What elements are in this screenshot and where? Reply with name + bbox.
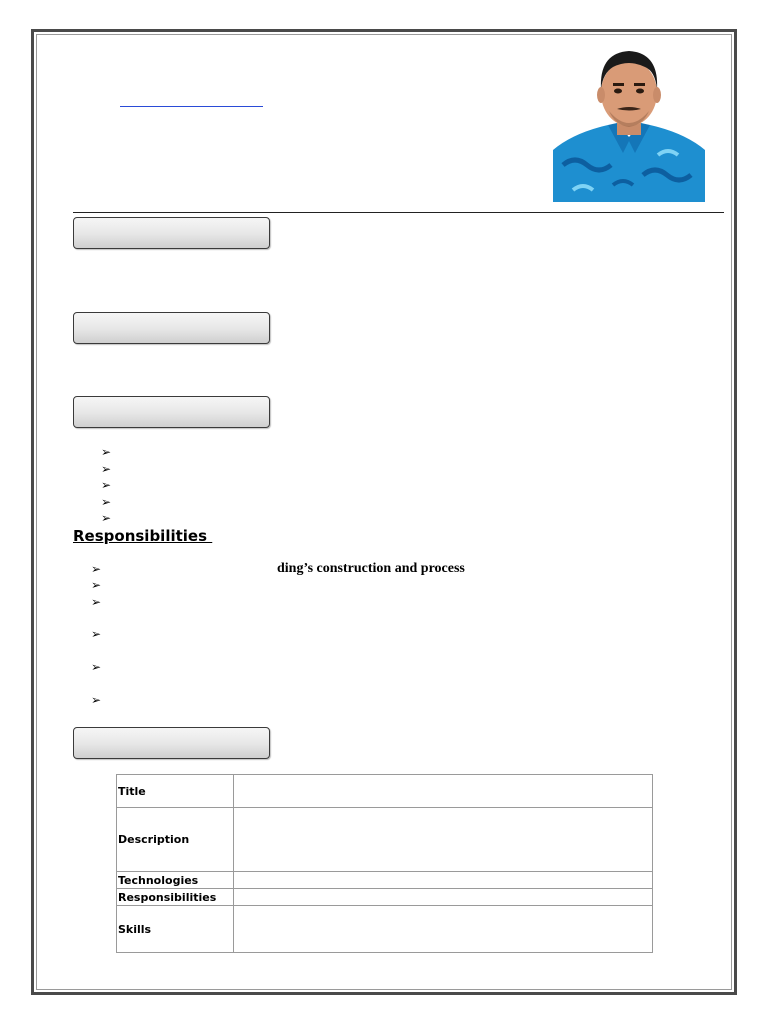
table-row [117,775,653,808]
table-row [117,808,653,872]
table-row [117,906,653,953]
table-value-description [234,808,653,872]
section-heading-2 [73,312,270,344]
email-link[interactable] [120,90,263,107]
bullet-icon: ➢ [101,511,112,525]
header-divider [73,212,724,213]
bullet-icon: ➢ [91,693,102,707]
table-label-skills: Skills [117,906,234,953]
section-heading-4 [73,727,270,759]
table-label-responsibilities: Responsibilities [117,889,234,906]
bullet-icon: ➢ [91,578,102,592]
table-value-skills [234,906,653,953]
section-heading-1 [73,217,270,249]
table-row [117,889,653,906]
bullet-icon: ➢ [101,478,112,492]
bullet-icon: ➢ [101,445,112,459]
section-heading-3 [73,396,270,428]
bullet-icon: ➢ [91,595,102,609]
table-value-responsibilities [234,889,653,906]
profile-photo [553,45,705,202]
responsibility-item-text: ding’s construction and process [277,561,465,576]
table-label-technologies: Technologies [117,872,234,889]
bullet-icon: ➢ [91,627,102,641]
bullet-icon: ➢ [101,462,112,476]
table-value-title [234,775,653,808]
bullet-icon: ➢ [91,660,102,674]
bullet-icon: ➢ [91,562,102,576]
table-value-technologies [234,872,653,889]
table-row [117,872,653,889]
bullet-icon: ➢ [101,495,112,509]
responsibilities-heading: Responsibilities [73,527,213,545]
table-label-title: Title [117,775,234,808]
table-label-description: Description [117,808,234,872]
project-table [116,774,653,953]
